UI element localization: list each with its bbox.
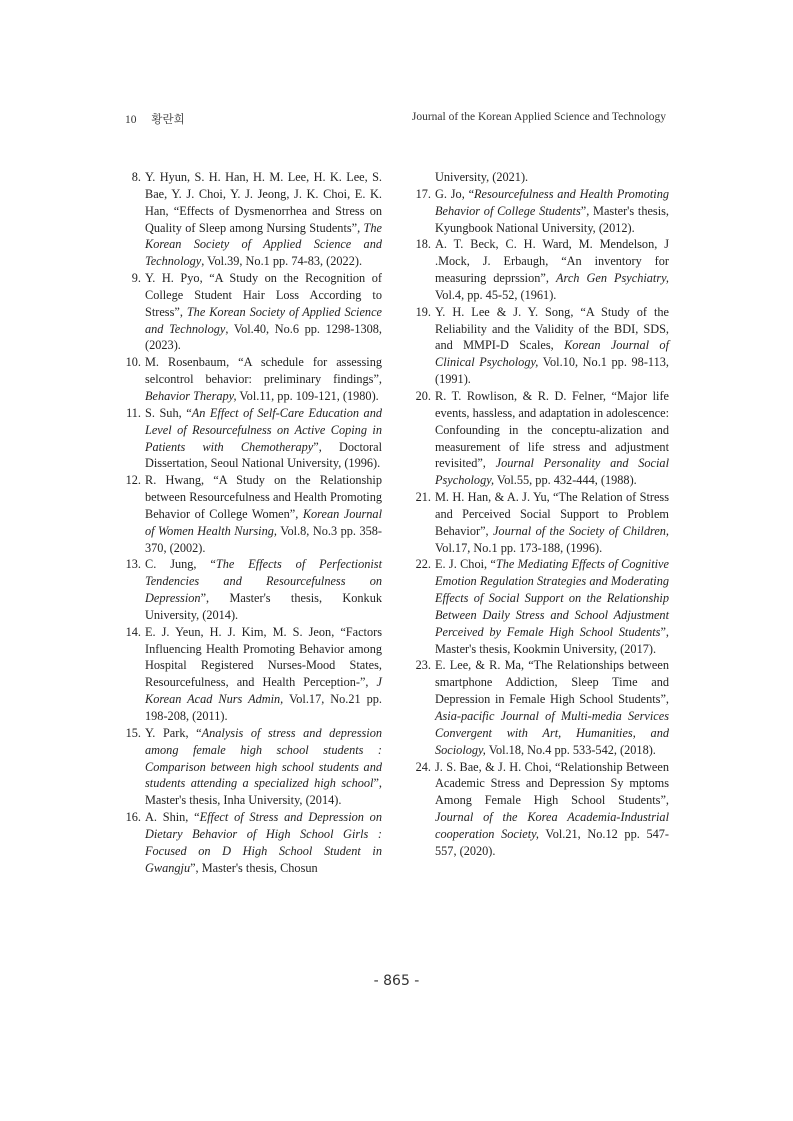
reference-text: , Vol.39, No.1 pp. 74-83, (2022). [201, 254, 363, 269]
reference-number: 20. [415, 388, 431, 403]
reference-item [121, 270, 382, 354]
reference-title: The Effects of Perfectionist Tendencies and Resourcefulness on Depression [145, 557, 382, 606]
reference-text: Y. Park, “ [145, 725, 202, 740]
reference-number: 9. [131, 271, 141, 286]
reference-item [121, 354, 382, 405]
reference-number: 22. [415, 557, 431, 572]
reference-item [411, 759, 669, 860]
reference-text: C. Jung, “ [145, 557, 216, 572]
reference-item [411, 489, 669, 556]
header-author: 황란희 [151, 114, 185, 126]
references-left-column [121, 169, 382, 876]
reference-source: Korean Journal of Clinical Psychology, [435, 338, 670, 370]
references-right-column [411, 169, 669, 860]
reference-number: 15. [125, 725, 141, 740]
header-left [125, 111, 185, 127]
reference-text: Y. H. Lee & J. Y. Song, “A Study of the Reliability and the Validity of the BDI, SDS, and MMPI-D Scales, [435, 304, 669, 353]
reference-item [121, 169, 382, 270]
reference-text: , Vol.40, No.6 pp. 1298-1308, (2023). [145, 321, 382, 353]
reference-title: Resourcefulness and Health Promoting Behavior of College Students [435, 186, 669, 218]
reference-number: 24. [415, 759, 431, 774]
reference-number: 14. [125, 624, 141, 639]
reference-source: Arch Gen Psychiatry, [555, 271, 669, 286]
reference-source: The Korean Society of Applied Science and Technology [145, 220, 382, 269]
reference-text: Vol.21, No.12 pp. 547-557, (2020). [435, 826, 669, 858]
reference-text: ”, Doctoral Dissertation, Seoul National University, (1996). [145, 439, 382, 471]
header-journal-title: Journal of the Korean Applied Science and Technology [411, 111, 666, 123]
reference-number: 10. [125, 355, 141, 370]
reference-item [121, 725, 382, 809]
reference-text: Vol.4, pp. 45-52, (1961). [435, 287, 557, 302]
reference-text: R. Hwang, “A Study on the Relationship between Resourcefulness and Health Promoting Behavior of College Women”, [145, 473, 382, 521]
reference-title: An Effect of Self-Care Education and Level of Resourcefulness on Active Coping in Patients with Chemotherapy [145, 405, 382, 454]
reference-item [121, 405, 382, 472]
reference-text: Y. Hyun, S. H. Han, H. M. Lee, H. K. Lee, S. Bae, Y. J. Choi, Y. J. Jeong, J. K. Choi, E. K. Han, “Effects of Dysmenorrhea and Stress on Quality of Sleep among Nursing Students”, [145, 170, 382, 235]
reference-text: ”, Master's thesis, Konkuk University, (2014). [145, 591, 382, 622]
reference-number: 16. [125, 810, 141, 825]
reference-number: 23. [415, 658, 431, 673]
reference-item [121, 472, 382, 556]
reference-text: R. T. Rowlison, & R. D. Felner, “Major life events, hassless, and adaptation in adolescence: Confounding in the conceptu-alization and measurement of life stress and adjustment revisited”, [435, 388, 669, 471]
reference-number: 12. [125, 473, 141, 488]
reference-title: Effect of Stress and Depression on Dietary Behavior of High School Girls : Focused on D High School Student in Gwangju [145, 810, 382, 875]
reference-title: The Mediating Effects of Cognitive Emotion Regulation Strategies and Moderating Effects of Social Support on the Relationship Between Daily Stress and School Adjustment Perceived by Female High School Students [435, 557, 669, 639]
reference-number: 11. [126, 405, 141, 420]
reference-title: Analysis of stress and depression among female high school students : Comparison between high school students and students attending a specialized high school [145, 725, 382, 791]
reference-text: ”, Master's thesis, Kookmin University, (2017). [435, 624, 669, 656]
reference-item [121, 556, 382, 623]
reference-source: J Korean Acad Nurs Admin, [145, 675, 382, 707]
reference-number: 13. [125, 557, 141, 572]
reference-text: Vol.55, pp. 432-444, (1988). [494, 473, 637, 488]
reference-text: ”, Master's thesis, Kyungbook National University, (2012). [435, 203, 669, 235]
reference-text: Vol.11, pp. 109-121, (1980). [236, 388, 379, 403]
reference-item [411, 657, 669, 758]
reference-text: M. H. Han, & A. J. Yu, “The Relation of Stress and Perceived Social Support to Problem Behavior”, [435, 490, 669, 538]
reference-item [411, 236, 669, 303]
reference-text: S. Suh, “ [145, 405, 192, 420]
reference-text: A. Shin, “ [145, 810, 200, 825]
reference-text: Vol.8, No.3 pp. 358-370, (2002). [145, 523, 382, 555]
reference-continuation: University, (2021). [435, 170, 529, 184]
header-page-number: 10 [125, 114, 137, 126]
reference-text: Vol.18, No.4 pp. 533-542, (2018). [485, 742, 656, 757]
reference-source: Journal Personality and Social Psychology, [435, 456, 669, 488]
reference-text: A. T. Beck, C. H. Ward, M. Mendelson, J .Mock, J. Erbaugh, “An inventory for measuring deprssion”, [435, 237, 669, 286]
reference-source: Journal of the Korea Academia-Industrial cooperation Society, [435, 810, 669, 841]
reference-number: 21. [415, 490, 431, 505]
reference-text: G. Jo, “ [435, 186, 475, 201]
reference-text: M. Rosenbaum, “A schedule for assessing selcontrol behavior: preliminary findings”, [145, 355, 382, 387]
reference-text: Vol.17, No.21 pp. 198-208, (2011). [145, 692, 382, 723]
page-footer-number: - 865 - [373, 973, 420, 989]
reference-text: ”, Master's thesis, Inha University, (2014). [145, 776, 382, 808]
reference-number: 8. [131, 170, 141, 184]
reference-item [121, 624, 382, 725]
reference-number: 19. [415, 304, 431, 319]
reference-source: Korean Journal of Women Health Nursing, [145, 506, 382, 538]
reference-item [411, 304, 669, 388]
reference-text: Vol.17, No.1 pp. 173-188, (1996). [435, 540, 603, 555]
reference-item [411, 556, 669, 657]
reference-source: Asia-pacific Journal of Multi-media Services Convergent with Art, Humanities, and Sociology, [435, 709, 669, 757]
reference-item [411, 186, 669, 237]
reference-number: 17. [415, 186, 431, 201]
reference-source: Journal of the Society of Children, [492, 523, 669, 538]
reference-source: Behavior Therapy, [145, 388, 237, 403]
reference-text: E. J. Yeun, H. J. Kim, M. S. Jeon, “Factors Influencing Health Promoting Behavior among Hospital Registered Nurses-Mood States, Resourcefulness, and Health Perception-”, [145, 624, 382, 690]
reference-text: E. J. Choi, “ [435, 557, 496, 572]
reference-item [411, 388, 669, 489]
reference-text: Vol.10, No.1 pp. 98-113, (1991). [435, 355, 669, 387]
reference-text: Y. H. Pyo, “A Study on the Recognition of College Student Hair Loss According to Stress”, [145, 271, 382, 319]
reference-text: E. Lee, & R. Ma, “The Relationships between smartphone Addiction, Sleep Time and Depression in Female High School Students”, [435, 658, 669, 707]
reference-source: The Korean Society of Applied Science and Technology [145, 304, 382, 336]
reference-number: 18. [415, 237, 431, 252]
reference-text: ”, Master's thesis, Chosun [190, 860, 318, 875]
reference-text: J. S. Bae, & J. H. Choi, “Relationship Between Academic Stress and Depression Sy mptoms Among Female High School Students”, [435, 759, 669, 808]
reference-item [121, 809, 382, 876]
